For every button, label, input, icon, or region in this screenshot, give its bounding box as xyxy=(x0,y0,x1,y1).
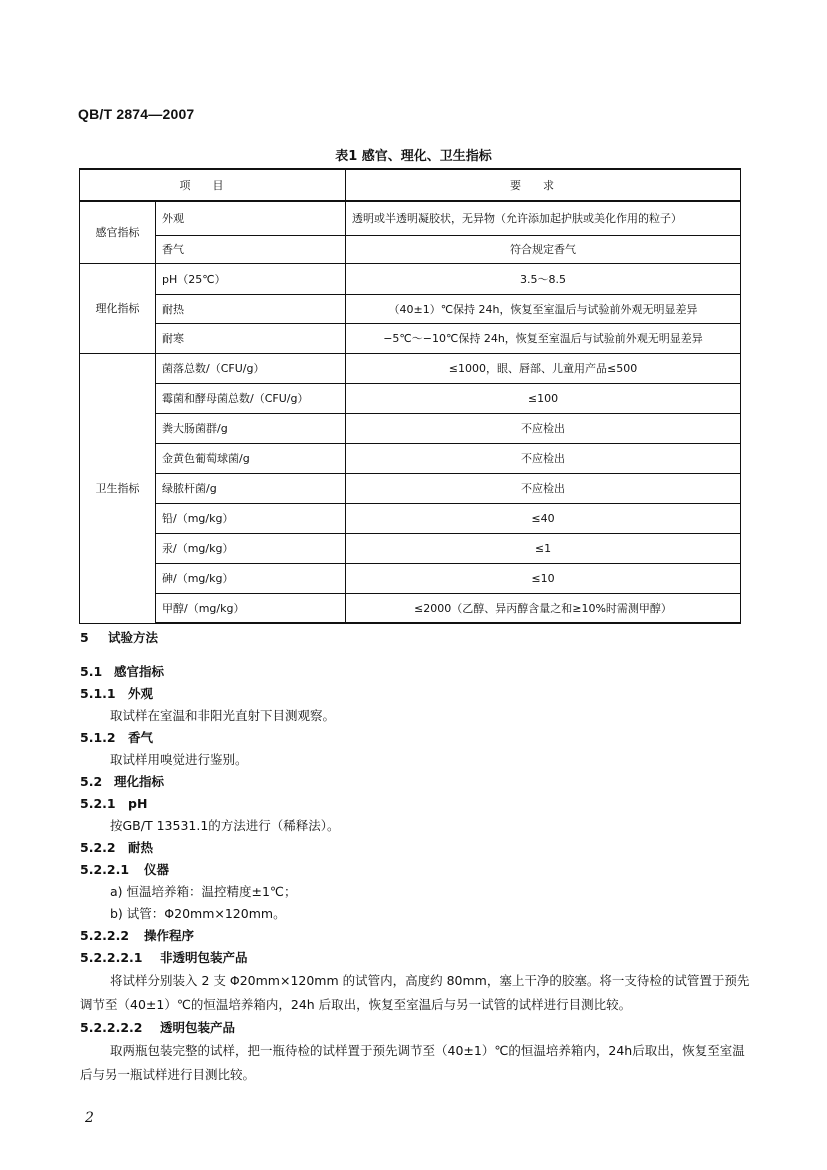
item-cell: 砷/（mg/kg） xyxy=(156,563,346,593)
table-row xyxy=(80,443,741,473)
requirement-cell: ≤1000，眼、唇部、儿童用产品≤500 xyxy=(346,353,741,383)
item-cell: 耐寒 xyxy=(156,323,346,353)
table-title: 表1 感官、理化、卫生指标 xyxy=(335,149,492,164)
requirement-cell: −5℃～−10℃保持 24h，恢复至室温后与试验前外观无明显差异 xyxy=(346,323,741,353)
requirement-cell: 符合规定香气 xyxy=(346,235,741,263)
table-row xyxy=(80,413,741,443)
section-heading: 5.1 感官指标 xyxy=(80,664,165,679)
requirement-cell: ≤1 xyxy=(346,533,741,563)
requirement-cell: 不应检出 xyxy=(346,473,741,503)
header-item: 项目 xyxy=(80,169,346,201)
requirement-cell: ≤40 xyxy=(346,503,741,533)
table-row xyxy=(80,201,741,235)
item-cell: 粪大肠菌群/g xyxy=(156,413,346,443)
item-cell: 菌落总数/（CFU/g） xyxy=(156,353,346,383)
section-heading: 5.2.1 pH xyxy=(80,796,148,811)
paragraph: 按GB/T 13531.1的方法进行（稀释法）。 xyxy=(110,818,340,833)
table-row xyxy=(80,323,741,353)
item-cell: 铅/（mg/kg） xyxy=(156,503,346,533)
table-row xyxy=(80,263,741,294)
category-physicochemical: 理化指标 xyxy=(80,263,156,353)
section-heading: 5.2.2.2 操作程序 xyxy=(80,928,195,943)
requirement-cell: 透明或半透明凝胶状，无异物（允许添加起护肤或美化作用的粒子） xyxy=(346,201,741,235)
section-heading: 5.2.2.1 仪器 xyxy=(80,862,170,877)
table-row xyxy=(80,353,741,383)
table-row xyxy=(80,235,741,263)
paragraph: 将试样分别装入 2 支 Φ20mm×120mm 的试管内，高度约 80mm，塞上干净的胶塞。将一支待检的试管置于预先调节至（40±1）℃的恒温培养箱内，24h 后取出，恢复至室温后与另一试管的试样进行目测比较。 xyxy=(80,973,750,1012)
category-sensory: 感官指标 xyxy=(80,201,156,263)
item-cell: 外观 xyxy=(156,201,346,235)
paragraph: 取试样用嗅觉进行鉴别。 xyxy=(110,752,248,767)
item-cell: 耐热 xyxy=(156,294,346,323)
requirement-cell: 不应检出 xyxy=(346,443,741,473)
table-row xyxy=(80,294,741,323)
standard-code: QB/T 2874—2007 xyxy=(78,106,195,122)
section-heading: 5.2.2 耐热 xyxy=(80,840,154,855)
table-row xyxy=(80,473,741,503)
requirement-cell: （40±1）℃保持 24h，恢复至室温后与试验前外观无明显差异 xyxy=(346,294,741,323)
item-cell: pH（25℃） xyxy=(156,263,346,294)
requirement-cell: ≤100 xyxy=(346,383,741,413)
list-item: b) 试管：Φ20mm×120mm。 xyxy=(110,906,286,921)
item-cell: 霉菌和酵母菌总数/（CFU/g） xyxy=(156,383,346,413)
table-row xyxy=(80,593,741,623)
section-heading: 5 试验方法 xyxy=(80,630,159,645)
header-requirement: 要求 xyxy=(346,169,741,201)
test-methods-section xyxy=(80,627,750,1087)
table-row xyxy=(80,533,741,563)
category-hygiene: 卫生指标 xyxy=(80,353,156,623)
list-item: a) 恒温培养箱：温控精度±1℃； xyxy=(110,884,297,899)
section-heading: 5.1.2 香气 xyxy=(80,730,154,745)
paragraph: 取两瓶包装完整的试样，把一瓶待检的试样置于预先调节至（40±1）℃的恒温培养箱内，24h后取出，恢复至室温后与另一瓶试样进行目测比较。 xyxy=(80,1043,745,1082)
table-header-row xyxy=(80,169,741,201)
item-cell: 绿脓杆菌/g xyxy=(156,473,346,503)
item-cell: 汞/（mg/kg） xyxy=(156,533,346,563)
requirement-cell: 不应检出 xyxy=(346,413,741,443)
section-heading: 5.2 理化指标 xyxy=(80,774,165,789)
requirement-cell: ≤10 xyxy=(346,563,741,593)
item-cell: 香气 xyxy=(156,235,346,263)
section-heading: 5.1.1 外观 xyxy=(80,686,154,701)
spec-table xyxy=(79,168,741,624)
paragraph: 取试样在室温和非阳光直射下目测观察。 xyxy=(110,708,336,723)
item-cell: 甲醇/（mg/kg） xyxy=(156,593,346,623)
requirement-cell: 3.5～8.5 xyxy=(346,263,741,294)
table-row xyxy=(80,563,741,593)
item-cell: 金黄色葡萄球菌/g xyxy=(156,443,346,473)
section-heading: 5.2.2.2.2 透明包装产品 xyxy=(80,1020,236,1035)
table-row xyxy=(80,383,741,413)
requirement-cell: ≤2000（乙醇、异丙醇含量之和≥10%时需测甲醇） xyxy=(346,593,741,623)
page-number: 2 xyxy=(85,1110,94,1126)
table-row xyxy=(80,503,741,533)
section-heading: 5.2.2.2.1 非透明包装产品 xyxy=(80,950,248,965)
